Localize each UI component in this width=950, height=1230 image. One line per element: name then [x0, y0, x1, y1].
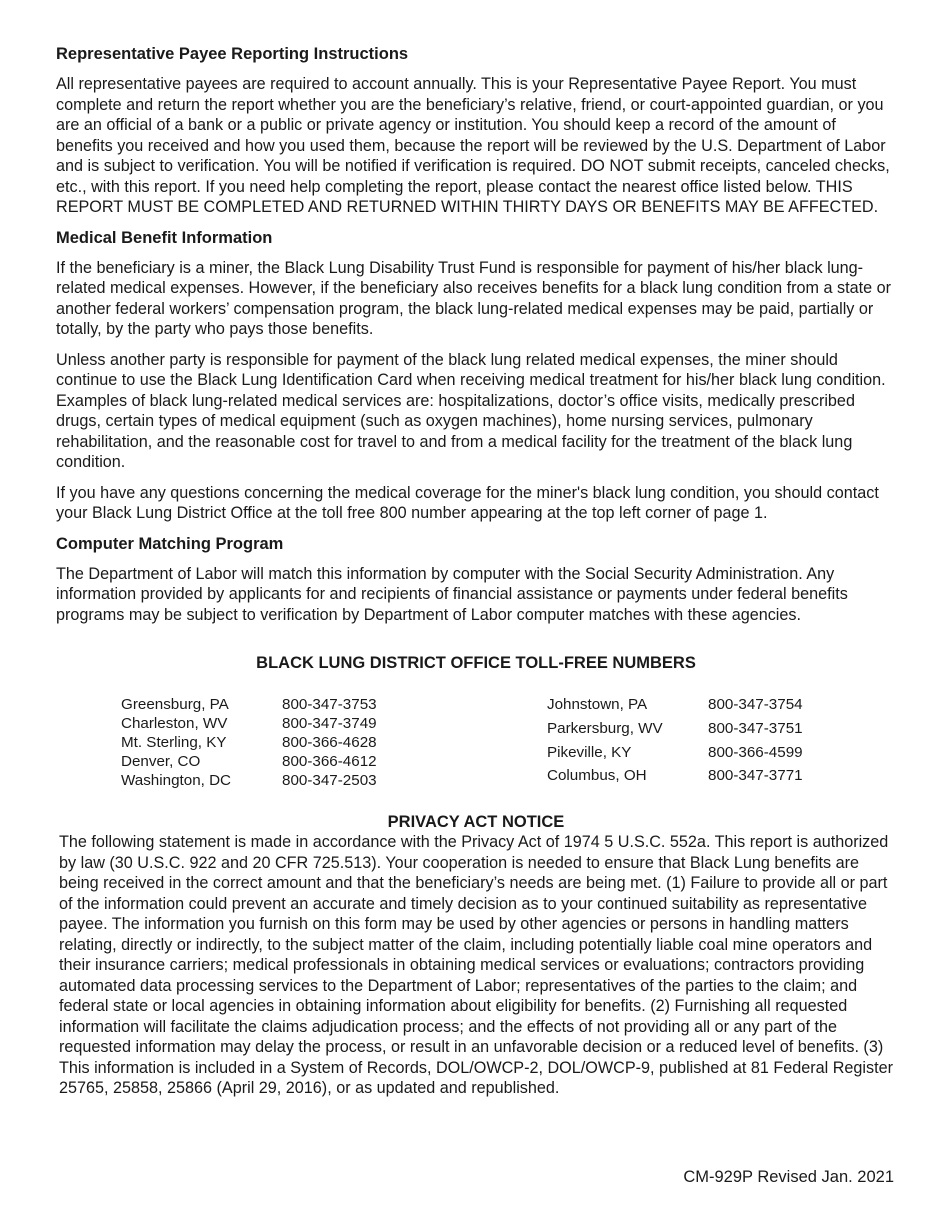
office-number: 800-366-4628: [282, 734, 377, 751]
medical-para-2: Unless another party is responsible for payment of the black lung related medical expenses, the miner should continue to use the Black Lung Identification Card when receiving medical treatment for his/her black lung condition. Examples of black lung-related medical services are: hospitalizations, doctor’s office visits, medically prescribed drugs, certain types of medical equipment (such as oxygen machines), home nursing services, pulmonary rehabilitation, and the reasonable cost for travel to and from a medical facility for the treatment of the black lung condition.: [56, 350, 886, 471]
privacy-title: PRIVACY ACT NOTICE: [387, 813, 565, 831]
office-number: 800-366-4599: [708, 743, 803, 761]
office-number: 800-347-3751: [708, 719, 803, 737]
office-number: 800-347-3771: [708, 767, 803, 785]
office-number: 800-366-4612: [282, 753, 377, 770]
privacy-body: The following statement is made in accordance with the Privacy Act of 1974 5 U.S.C. 552a. This report is authorized by law (30 U.S.C. 922 and 20 CFR 725.513). Your cooperation is needed to ensure that Black Lung benefits are being received in the correct amount and that the beneficiary’s needs are being met. (1) Failure to provide all or part of the information could prevent an accurate and timely decision as to your continued suitability as representative payee. The information you furnish on this form may be used by other agencies or persons in handling matters relating, directly or indirectly, to the subject matter of the claim, including potentially liable coal mine operators and their insurance carriers; medical professionals in obtaining medical services or evaluations; contractors providing automated data processing services to the Department of Labor; representatives of the parties to the claim; and federal state or local agencies in obtaining information about eligibility for benefits. (2) Furnishing all requested information will facilitate the claims adjudication process; and the effects of not providing all or any part of the requested information may delay the process, or result in an unfavorable decision or a reduced level of benefits. (3) This information is included in a System of Records, DOL/OWCP-2, DOL/OWCP-9, published at 81 Federal Register 25765, 25858, 25866 (April 29, 2016), or as updated and republished.: [59, 833, 893, 1097]
office-city: Greensburg, PA: [121, 696, 229, 713]
office-number: 800-347-3749: [282, 715, 377, 732]
rep-payee-heading: Representative Payee Reporting Instructions: [56, 45, 409, 63]
phone-directory: [56, 695, 896, 790]
rep-payee-section: [56, 44, 896, 218]
office-number: 800-347-2503: [282, 772, 377, 789]
office-city: Washington, DC: [121, 772, 232, 789]
medical-heading: Medical Benefit Information: [56, 228, 273, 247]
office-city: Columbus, OH: [547, 767, 647, 785]
office-number: 800-347-3753: [282, 696, 377, 713]
matching-section: [56, 534, 896, 626]
phone-column-left: [121, 695, 422, 790]
office-number: 800-347-3754: [708, 696, 803, 713]
medical-section: [56, 228, 896, 524]
office-city: Pikeville, KY: [547, 743, 632, 761]
phones-title: BLACK LUNG DISTRICT OFFICE TOLL-FREE NUMBERS: [256, 654, 696, 672]
office-city: Mt. Sterling, KY: [121, 734, 227, 751]
medical-para-1: If the beneficiary is a miner, the Black Lung Disability Trust Fund is responsible for payment of his/her black lung-related medical expenses. However, if the beneficiary also receives benefits for a black lung condition from a state or another federal workers’ compensation program, the black lung-related medical expenses may be paid, partially or totally, by the party who pays those benefits.: [56, 258, 891, 338]
medical-para-3: If you have any questions concerning the medical coverage for the miner's black lung condition, you should contact your Black Lung District Office at the toll free 800 number appearing at the top left corner of page 1.: [56, 483, 879, 522]
phone-column-right: [547, 695, 848, 790]
office-city: Denver, CO: [121, 753, 201, 770]
office-city: Charleston, WV: [121, 715, 228, 732]
matching-heading: Computer Matching Program: [56, 534, 284, 553]
form-id: CM-929P Revised Jan. 2021: [683, 1168, 894, 1186]
office-city: Parkersburg, WV: [547, 719, 663, 737]
office-city: Johnstown, PA: [547, 696, 648, 713]
rep-payee-body: All representative payees are required to account annually. This is your Representative Payee Report. You must complete and return the report whether you are the beneficiary’s relative, friend, or court-appointed guardian, or you are an official of a bank or a public or private agency or institution. You should keep a record of the amount of benefits you received and how you used them, because the report will be reviewed by the U.S. Department of Labor and is subject to verification. You will be notified if verification is required. DO NOT submit receipts, canceled checks, etc., with this report. If you need help completing the report, please contact the nearest office listed below. THIS REPORT MUST BE COMPLETED AND RETURNED WITHIN THIRTY DAYS OR BENEFITS MAY BE AFFECTED.: [56, 75, 890, 216]
document-page: [56, 44, 896, 1099]
matching-body: The Department of Labor will match this information by computer with the Social Security Administration. Any information provided by applicants for and recipients of financial assistance or payments under federal benefits programs may be subject to verification by Department of Labor computer matches with these agencies.: [56, 564, 848, 624]
